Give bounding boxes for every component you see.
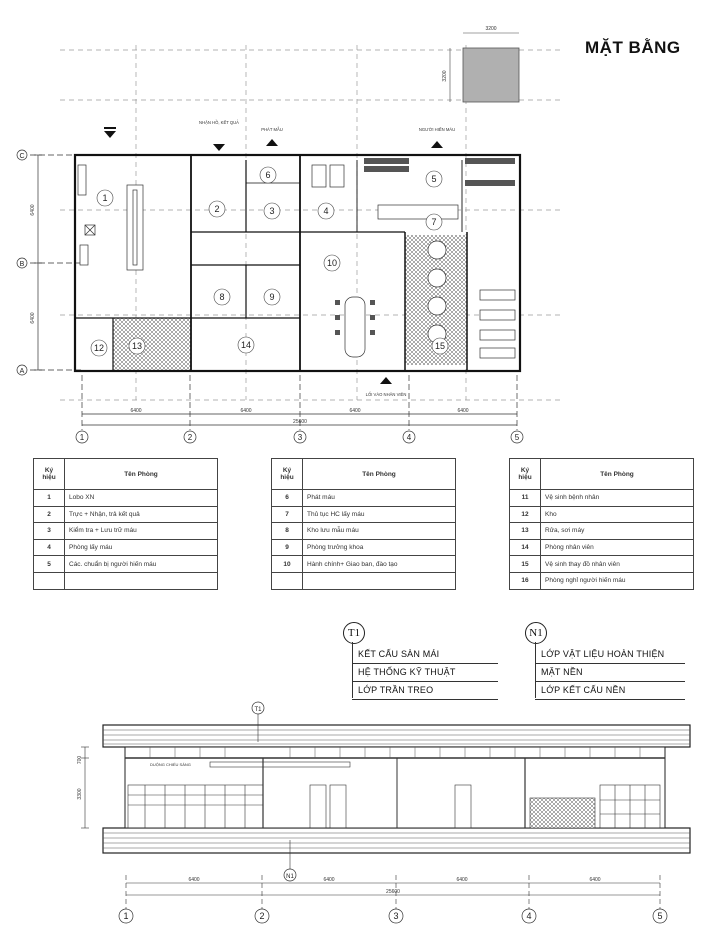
table-row: 11 Vệ sinh bệnh nhân — [510, 490, 694, 507]
svg-text:2: 2 — [214, 204, 220, 214]
inset-dim-top: 3200 — [485, 26, 497, 32]
table-row: 10 Hành chính+ Giao ban, đào tạo — [272, 556, 456, 573]
annot-staff-entry: LỐI VÀO NHÂN VIÊN — [365, 392, 407, 397]
svg-text:15: 15 — [434, 341, 446, 351]
svg-text:8: 8 — [219, 292, 225, 302]
legend-header-name: Tên Phòng — [65, 459, 218, 490]
table-row: 7 Thủ tục HC lấy máu — [272, 506, 456, 523]
table-row: 6 Phát máu — [272, 490, 456, 507]
svg-text:25600: 25600 — [386, 889, 400, 895]
page-title: MẶT BẰNG — [585, 38, 681, 57]
svg-text:6400: 6400 — [589, 877, 601, 883]
table-row: 13 Rửa, sơi máy — [510, 523, 694, 540]
svg-text:2: 2 — [187, 433, 193, 442]
svg-text:12: 12 — [93, 343, 105, 353]
svg-text:25600: 25600 — [293, 419, 307, 425]
table-row: 15 Vệ sinh thay đồ nhân viên — [510, 556, 694, 573]
svg-text:1: 1 — [123, 911, 129, 921]
table-row: 5 Các. chuẩn bị người hiến máu — [34, 556, 218, 573]
svg-text:6400: 6400 — [456, 877, 468, 883]
svg-text:A: A — [19, 368, 25, 375]
section-drawing — [0, 690, 704, 931]
floor-plan — [0, 0, 704, 460]
table-row: 1 Lobo XN — [34, 490, 218, 507]
svg-text:C: C — [19, 153, 25, 160]
svg-text:4: 4 — [323, 206, 329, 216]
note-line: HỆ THỐNG KỸ THUẬT — [352, 664, 498, 682]
tag-t1: T1 — [343, 622, 365, 644]
svg-text:4: 4 — [526, 911, 532, 921]
svg-text:7: 7 — [431, 217, 437, 227]
height-dim-main: 3300 — [77, 788, 83, 800]
svg-text:3: 3 — [393, 911, 399, 921]
note-line: LỚP KẾT CẤU NỀN — [535, 682, 685, 700]
note-line: MẶT NỀN — [535, 664, 685, 682]
ceiling-label: DUỘNG CHIẾU SÁNG — [150, 762, 191, 767]
table-row: 4 Phòng lấy máu — [34, 539, 218, 556]
svg-text:14: 14 — [240, 340, 252, 350]
note-line: KẾT CẤU SÀN MÁI — [352, 646, 498, 664]
svg-text:6400: 6400 — [323, 877, 335, 883]
row-axis-labels — [17, 150, 27, 375]
col-axis-labels — [76, 431, 523, 443]
section-tag-n1: N1 — [286, 874, 294, 880]
svg-text:B: B — [19, 261, 25, 268]
svg-text:3: 3 — [269, 206, 275, 216]
svg-text:9: 9 — [269, 292, 275, 302]
svg-text:6400: 6400 — [457, 408, 469, 414]
svg-text:6400: 6400 — [349, 408, 361, 414]
svg-text:6400: 6400 — [130, 408, 142, 414]
svg-text:6400: 6400 — [188, 877, 200, 883]
legend-table-2: Ký hiệu Tên Phòng 6 Phát máu 7 Thủ tục HC lấy máu 8 Kho lưu mẫu máu 9 Phòng trưởng khoa 10 Hành chính+ Giao ban, đào tạo — [271, 458, 456, 590]
table-row: 3 Kiểm tra + Lưu trữ máu — [34, 523, 218, 540]
svg-text:1: 1 — [79, 433, 85, 442]
svg-text:13: 13 — [131, 341, 143, 351]
legend-table-1 — [33, 458, 218, 590]
table-row: 16 Phòng nghỉ người hiến máu — [510, 572, 694, 589]
table-row: 9 Phòng trưởng khoa — [272, 539, 456, 556]
height-dim-top: 700 — [77, 755, 83, 765]
note-line: LỚP VẬT LIỆU HOÀN THIỆN — [535, 646, 685, 664]
horizontal-dims — [130, 408, 468, 425]
svg-text:5: 5 — [657, 911, 663, 921]
svg-text:1: 1 — [102, 193, 108, 203]
table-row — [272, 572, 456, 589]
inset-square — [463, 48, 519, 102]
tag-n1: N1 — [525, 622, 547, 644]
annot-dispatch: PHÁT MẪU — [261, 127, 283, 132]
vdim-upper: 6400 — [30, 204, 36, 216]
inset-dim-left: 3200 — [442, 70, 448, 82]
table-row: 2 Trực + Nhận, trả kết quả — [34, 506, 218, 523]
svg-text:3: 3 — [297, 433, 303, 442]
annot-receive: NHẬN HỒ, KẾT QUẢ — [199, 120, 239, 125]
vdim-lower: 6400 — [30, 312, 36, 324]
svg-text:6400: 6400 — [240, 408, 252, 414]
svg-text:10: 10 — [326, 258, 338, 268]
note-line: LỚP TRẦN TREO — [352, 682, 498, 700]
table-row: 8 Kho lưu mẫu máu — [272, 523, 456, 540]
section-tag-t1: T1 — [254, 707, 262, 713]
svg-text:2: 2 — [259, 911, 265, 921]
table-row: 12 Kho — [510, 506, 694, 523]
svg-text:4: 4 — [406, 433, 412, 442]
annot-donor: NGƯỜI HIẾN MÁU — [418, 127, 456, 132]
svg-text:5: 5 — [514, 433, 520, 442]
svg-text:6: 6 — [265, 170, 271, 180]
legend-table-3: Ký hiệu Tên Phòng 11 Vệ sinh bệnh nhân 12 Kho 13 Rửa, sơi máy 14 Phòng nhân viên 15 Vệ sinh thay đồ nhân viên 16 Phòng nghỉ người hiến máu — [509, 458, 694, 590]
table-row — [34, 572, 218, 589]
svg-text:5: 5 — [431, 174, 437, 184]
table-row: 14 Phòng nhân viên — [510, 539, 694, 556]
legend-header-code: Ký hiệu — [34, 459, 65, 490]
